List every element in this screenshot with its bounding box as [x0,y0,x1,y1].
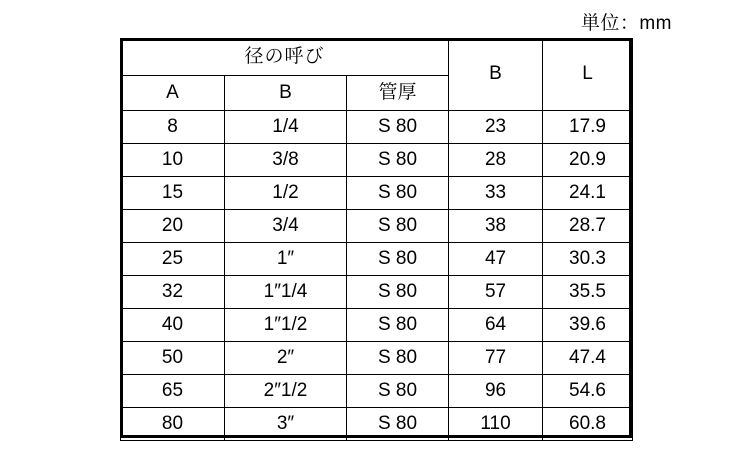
cell-b-outer: 77 [449,342,543,375]
cell-a: 25 [121,243,225,276]
table-row [121,408,633,441]
cell-l: 20.9 [543,144,633,177]
cell-l: 54.6 [543,375,633,408]
cell-l: 17.9 [543,111,633,144]
cell-b-outer: 33 [449,177,543,210]
table-row [121,309,633,342]
table-row [121,375,633,408]
cell-thickness: S 80 [347,243,449,276]
header-group-nominal-diameter: 径の呼び [121,39,449,76]
cell-thickness: S 80 [347,276,449,309]
table-row [121,342,633,375]
header-col-thickness: 管厚 [347,76,449,111]
cell-b-outer: 38 [449,210,543,243]
cell-b-outer: 110 [449,408,543,441]
spec-table-container [120,38,632,438]
cell-l: 28.7 [543,210,633,243]
header-col-a: A [121,76,225,111]
cell-thickness: S 80 [347,375,449,408]
cell-b: 1/2 [225,177,347,210]
table-row [121,276,633,309]
cell-b: 2″1/2 [225,375,347,408]
table-row [121,210,633,243]
cell-thickness: S 80 [347,144,449,177]
cell-a: 8 [121,111,225,144]
cell-l: 47.4 [543,342,633,375]
cell-b: 1″1/4 [225,276,347,309]
cell-b: 3″ [225,408,347,441]
cell-b: 1″1/2 [225,309,347,342]
cell-thickness: S 80 [347,309,449,342]
cell-a: 15 [121,177,225,210]
cell-b: 2″ [225,342,347,375]
table-body [121,111,633,441]
cell-l: 35.5 [543,276,633,309]
cell-b-outer: 47 [449,243,543,276]
cell-a: 50 [121,342,225,375]
cell-l: 60.8 [543,408,633,441]
cell-b: 1″ [225,243,347,276]
table-row [121,111,633,144]
cell-b: 1/4 [225,111,347,144]
unit-note: 単位：mm [580,13,672,34]
cell-b-outer: 96 [449,375,543,408]
cell-b-outer: 23 [449,111,543,144]
header-col-b-outer: B [449,39,543,111]
cell-thickness: S 80 [347,177,449,210]
cell-thickness: S 80 [347,408,449,441]
cell-thickness: S 80 [347,210,449,243]
table-header [121,39,633,111]
header-col-l: L [543,39,633,111]
table-row [121,144,633,177]
cell-l: 24.1 [543,177,633,210]
cell-thickness: S 80 [347,342,449,375]
cell-a: 20 [121,210,225,243]
cell-a: 65 [121,375,225,408]
cell-a: 32 [121,276,225,309]
cell-b: 3/8 [225,144,347,177]
table-row [121,177,633,210]
cell-b-outer: 57 [449,276,543,309]
cell-thickness: S 80 [347,111,449,144]
cell-l: 39.6 [543,309,633,342]
cell-a: 80 [121,408,225,441]
spec-table [120,38,633,441]
cell-l: 30.3 [543,243,633,276]
cell-a: 10 [121,144,225,177]
cell-b-outer: 28 [449,144,543,177]
cell-b-outer: 64 [449,309,543,342]
cell-b: 3/4 [225,210,347,243]
header-col-b: B [225,76,347,111]
table-row [121,243,633,276]
cell-a: 40 [121,309,225,342]
